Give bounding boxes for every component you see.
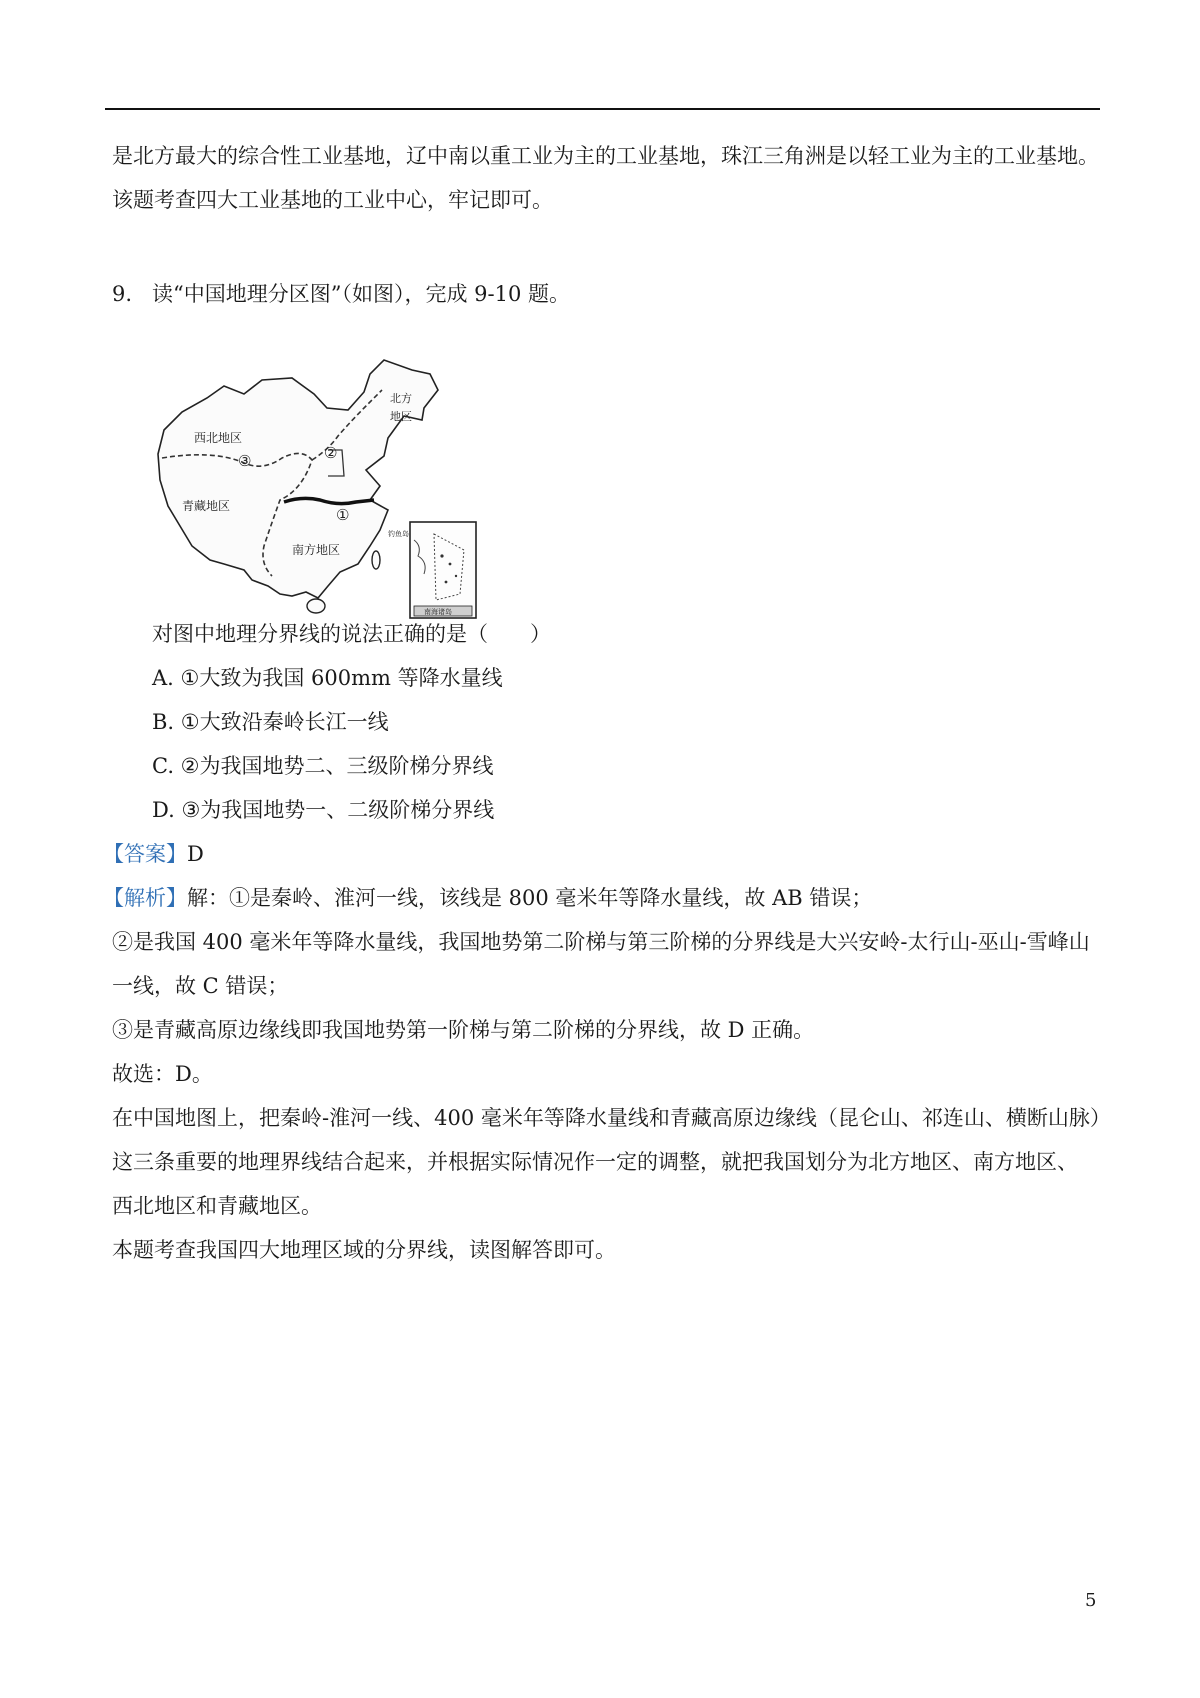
answer-value: D xyxy=(187,842,204,866)
answer-line xyxy=(103,840,204,868)
label-inset-island: 钓鱼岛 xyxy=(388,530,409,538)
option-b: B. ①大致沿秦岭长江一线 xyxy=(152,710,389,734)
question-intro: 读“中国地理分区图”（如图），完成 9-10 题。 xyxy=(152,282,570,306)
label-qingzang: 青藏地区 xyxy=(182,499,231,513)
taiwan-island xyxy=(372,551,380,569)
analysis-line: 在中国地图上，把秦岭-淮河一线、400 毫米年等降水量线和青藏高原边缘线（昆仑山、祁连山、横断山脉） xyxy=(112,1106,1111,1130)
analysis-line: ③是青藏高原边缘线即我国地势第一阶梯与第二阶梯的分界线，故 D 正确。 xyxy=(112,1018,815,1042)
question-number: 9. xyxy=(112,282,133,306)
question-stem: 对图中地理分界线的说法正确的是（ ） xyxy=(152,622,551,646)
hainan-island xyxy=(307,599,325,613)
paragraph-line: 是北方最大的综合性工业基地，辽中南以重工业为主的工业基地，珠江三角洲是以轻工业为主的工业基地。 xyxy=(112,144,1099,168)
analysis-line: ②是我国 400 毫米年等降水量线，我国地势第二阶梯与第三阶梯的分界线是大兴安岭-太行山-巫山-雪峰山 xyxy=(112,930,1090,954)
analysis-first-line xyxy=(103,884,872,912)
analysis-line: 这三条重要的地理界线结合起来，并根据实际情况作一定的调整，就把我国划分为北方地区、南方地区、 xyxy=(112,1150,1078,1174)
label-south: 南方地区 xyxy=(292,543,341,557)
label-northwest: 西北地区 xyxy=(194,431,243,445)
analysis-line: 一线，故 C 错误； xyxy=(112,974,289,998)
option-d: D. ③为我国地势一、二级阶梯分界线 xyxy=(152,798,495,822)
analysis-first-text: 解：①是秦岭、淮河一线，该线是 800 毫米年等降水量线，故 AB 错误； xyxy=(187,886,873,910)
analysis-tag: 【解析】 xyxy=(103,886,187,910)
label-north: 北方 xyxy=(390,392,412,405)
analysis-line: 西北地区和青藏地区。 xyxy=(112,1194,322,1218)
page-number: 5 xyxy=(1085,1590,1097,1611)
analysis-line: 本题考查我国四大地理区域的分界线，读图解答即可。 xyxy=(112,1238,616,1262)
label-circle-3: ③ xyxy=(238,452,252,470)
label-north2: 地区 xyxy=(390,410,412,423)
option-c: C. ②为我国地势二、三级阶梯分界线 xyxy=(152,754,494,778)
option-a: A. ①大致为我国 600mm 等降水量线 xyxy=(152,666,503,690)
label-circle-1: ① xyxy=(336,506,350,524)
analysis-line: 故选：D。 xyxy=(112,1062,213,1086)
paragraph-line: 该题考查四大工业基地的工业中心，牢记即可。 xyxy=(112,188,553,212)
china-region-map xyxy=(152,350,502,650)
answer-tag: 【答案】 xyxy=(103,842,187,866)
label-circle-2: ② xyxy=(324,444,338,462)
label-inset-caption: 南海诸岛 xyxy=(424,608,452,616)
header-rule xyxy=(105,108,1100,110)
south-sea-inset xyxy=(410,522,476,618)
